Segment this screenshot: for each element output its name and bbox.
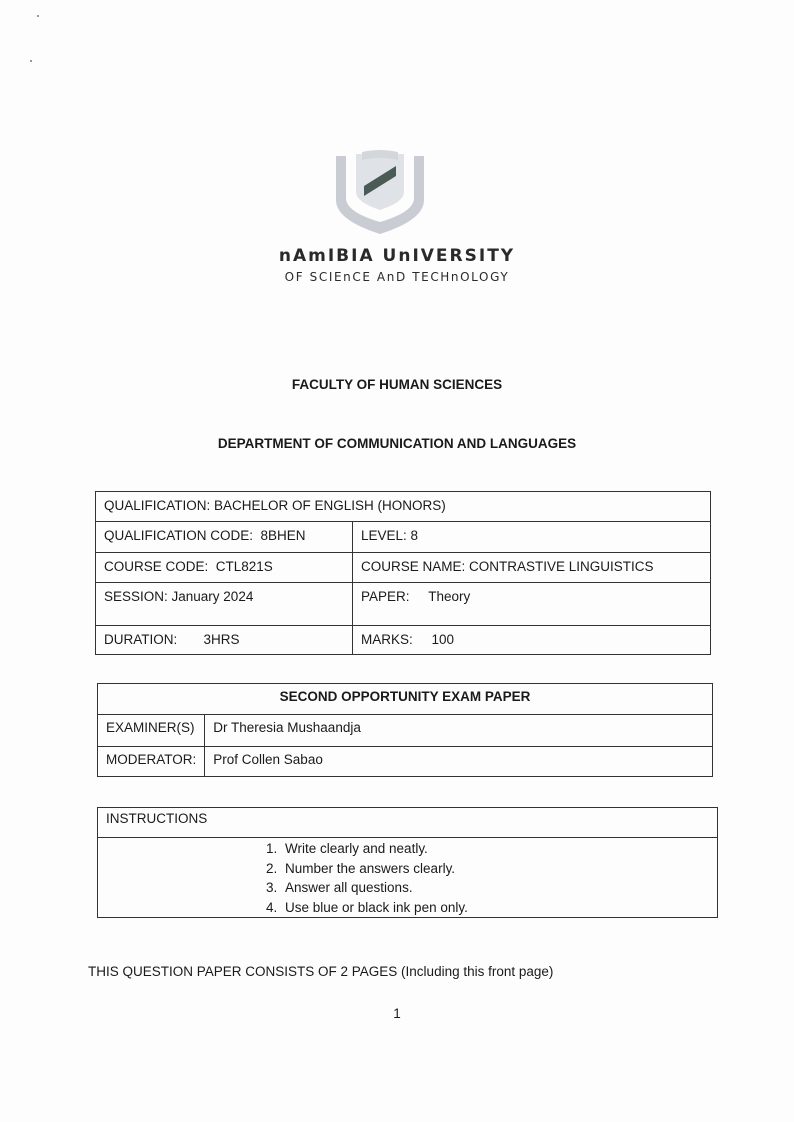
scan-speck [37,15,39,17]
paper-value: Theory [428,589,471,604]
instruction-item: 1. Write clearly and neatly. [281,839,709,859]
course-code-value: CTL821S [215,559,273,574]
pages-note: THIS QUESTION PAPER CONSISTS OF 2 PAGES (Including this front page) [88,964,554,979]
course-name-cell: COURSE NAME: CONTRASTIVE LINGUISTICS [353,553,711,583]
faculty-heading: FACULTY OF HUMAN SCIENCES [291,377,503,392]
examiner-label: EXAMINER(S) [98,715,205,747]
level-label: LEVEL: [361,528,407,543]
instructions-list-cell [238,838,718,918]
exam-personnel-table [97,683,713,777]
instruction-item: 4. Use blue or black ink pen only. [281,898,709,918]
examiner-value: Dr Theresia Mushaandja [205,715,713,747]
level-cell [353,522,711,553]
level-value: 8 [410,528,419,543]
qualification-code-cell [96,522,353,553]
instruction-item: 3. Answer all questions. [281,878,709,898]
paper-cell [353,583,711,626]
department-heading: DEPARTMENT OF COMMUNICATION AND LANGUAGES [217,436,577,451]
university-logo-icon [334,150,426,234]
course-code-label: COURSE CODE: [104,559,209,574]
duration-value: 3HRS [203,632,240,647]
university-subtitle: OF SCIEnCE AnD TECHnOLOGY [284,270,510,284]
course-code-cell [96,553,353,583]
scan-speck [30,60,32,62]
marks-cell [353,626,711,655]
paper-label: PAPER: [361,589,410,604]
instructions-spacer [98,838,239,918]
qualification-code-value: 8BHEN [260,528,306,543]
instruction-item: 2. Number the answers clearly. [281,859,709,879]
university-name: nAmIBIA UnIVERSITY [278,246,516,266]
marks-label: MARKS: [361,632,413,647]
duration-cell [96,626,353,655]
instructions-label: INSTRUCTIONS [98,808,718,838]
course-details-table [95,491,711,655]
moderator-label: MODERATOR: [98,747,205,777]
session-cell: SESSION: January 2024 [96,583,353,626]
moderator-value: Prof Collen Sabao [205,747,713,777]
page-number: 1 [393,1006,401,1021]
duration-label: DURATION: [104,632,178,647]
marks-value: 100 [431,632,455,647]
exam-type-title: SECOND OPPORTUNITY EXAM PAPER [98,684,713,715]
instructions-list [246,839,709,917]
instructions-table [97,807,718,918]
qualification-cell: QUALIFICATION: BACHELOR OF ENGLISH (HONORS) [96,492,711,522]
qualification-code-label: QUALIFICATION CODE: [104,528,254,543]
